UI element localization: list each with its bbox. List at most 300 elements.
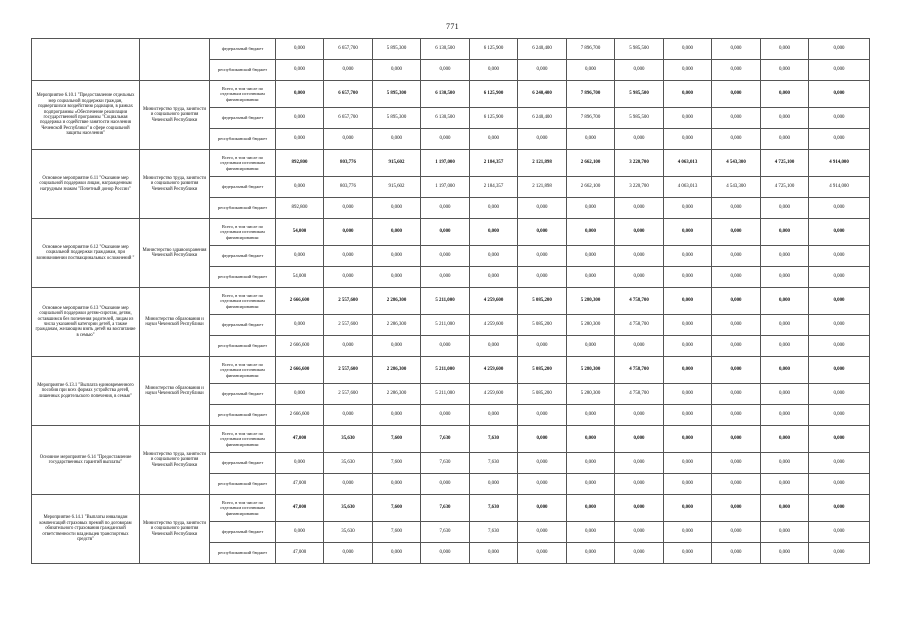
amount-cell: 0,000 [276,246,324,267]
amount-cell: 0,000 [809,198,870,219]
amount-cell: 0,000 [664,288,712,315]
amount-cell: 0,000 [276,129,324,150]
amount-cell: 4 063,013 [664,177,712,198]
amount-cell: 0,000 [664,495,712,522]
amount-cell: 892,800 [276,150,324,177]
amount-cell: 0,000 [712,267,761,288]
amount-cell: 0,000 [373,246,421,267]
amount-cell: 5 280,300 [567,357,615,384]
amount-cell: 0,000 [518,198,567,219]
amount-cell: 0,000 [615,246,664,267]
amount-cell: 0,000 [276,177,324,198]
amount-cell: 7,600 [373,453,421,474]
amount-cell: 0,000 [470,246,518,267]
amount-cell: 0,000 [712,60,761,81]
amount-cell: 4 259,600 [470,288,518,315]
amount-cell: 0,000 [324,198,373,219]
table-row [32,288,870,315]
amount-cell: 5 280,300 [567,315,615,336]
amount-cell: 5 085,200 [518,357,567,384]
amount-cell: 7,630 [421,495,470,522]
amount-cell: 5 280,300 [567,288,615,315]
executor-cell: Министерство труда, занятости и социального развития Чеченской Республики [140,81,210,150]
amount-cell: 803,776 [324,177,373,198]
amount-cell: 7,630 [470,495,518,522]
amount-cell: 0,000 [761,315,809,336]
amount-cell: 0,000 [518,336,567,357]
amount-cell: 0,000 [470,198,518,219]
amount-cell: 0,000 [761,246,809,267]
funding-source-cell: Всего, в том числе по отдельным источникам финансирования: [210,81,276,108]
amount-cell: 0,000 [567,453,615,474]
amount-cell: 0,000 [518,426,567,453]
amount-cell: 6 240,400 [518,81,567,108]
amount-cell: 5 085,200 [518,384,567,405]
amount-cell: 2 286,300 [373,315,421,336]
funding-source-cell: республиканский бюджет [210,267,276,288]
amount-cell: 0,000 [615,405,664,426]
funding-source-cell: республиканский бюджет [210,543,276,564]
measure-name-cell: Мероприятие 6.10.1 "Предоставление отдельных мер социальной поддержки граждан, подвергшихся воздействию радиации, в рамках подпрограммы «Обеспечение реализации государственной программы "Социальная поддержка и содействие занятости населения Чеченской Республики" в сфере социальной защиты населения" [32,81,140,150]
amount-cell: 0,000 [518,474,567,495]
amount-cell: 0,000 [421,267,470,288]
amount-cell: 0,000 [712,219,761,246]
amount-cell: 0,000 [664,60,712,81]
executor-cell [140,39,210,81]
amount-cell: 6 240,400 [518,39,567,60]
amount-cell: 2 662,100 [567,177,615,198]
funding-source-cell: федеральный бюджет [210,177,276,198]
amount-cell: 0,000 [664,108,712,129]
amount-cell: 0,000 [324,543,373,564]
amount-cell: 0,000 [761,336,809,357]
amount-cell: 7 896,700 [567,81,615,108]
funding-source-cell: федеральный бюджет [210,108,276,129]
amount-cell: 0,000 [421,543,470,564]
amount-cell: 4 914,000 [809,177,870,198]
amount-cell: 0,000 [373,543,421,564]
amount-cell: 0,000 [761,198,809,219]
amount-cell: 0,000 [809,129,870,150]
amount-cell: 2 286,300 [373,384,421,405]
amount-cell: 4 758,700 [615,288,664,315]
amount-cell: 4 259,600 [470,384,518,405]
amount-cell: 47,000 [276,426,324,453]
amount-cell: 0,000 [421,129,470,150]
amount-cell: 0,000 [518,543,567,564]
executor-cell: Министерство здравоохранения Чеченской Республики [140,219,210,288]
amount-cell: 0,000 [761,405,809,426]
amount-cell: 0,000 [664,405,712,426]
amount-cell: 0,000 [324,267,373,288]
amount-cell: 2 666,600 [276,336,324,357]
amount-cell: 0,000 [421,336,470,357]
amount-cell: 6 130,500 [421,108,470,129]
amount-cell: 0,000 [615,60,664,81]
amount-cell: 0,000 [809,453,870,474]
amount-cell: 0,000 [712,108,761,129]
amount-cell: 0,000 [421,198,470,219]
amount-cell: 5 211,000 [421,288,470,315]
amount-cell: 0,000 [664,39,712,60]
table-row [32,39,870,60]
executor-cell: Министерство образования и науки Чеченской Республики [140,357,210,426]
funding-source-cell: Всего, в том числе по отдельным источникам финансирования: [210,150,276,177]
amount-cell: 0,000 [421,60,470,81]
amount-cell: 0,000 [712,357,761,384]
amount-cell: 6 130,500 [421,81,470,108]
amount-cell: 0,000 [518,522,567,543]
amount-cell: 0,000 [809,288,870,315]
amount-cell: 5 211,000 [421,357,470,384]
amount-cell: 0,000 [761,543,809,564]
amount-cell: 3 220,700 [615,177,664,198]
amount-cell: 0,000 [712,543,761,564]
amount-cell: 0,000 [567,198,615,219]
amount-cell: 0,000 [615,198,664,219]
amount-cell: 0,000 [809,246,870,267]
amount-cell: 0,000 [664,267,712,288]
amount-cell: 6 125,900 [470,81,518,108]
amount-cell: 0,000 [615,543,664,564]
amount-cell: 5 985,500 [615,81,664,108]
funding-source-cell: федеральный бюджет [210,384,276,405]
amount-cell: 0,000 [712,288,761,315]
measure-name-cell: Основное мероприятие 6.13 "Оказание мер социальной поддержки детям-сиротам, детям, оставшимся без попечения родителей, лицам из числа указанной категории детей, а также гражданам, желающим взять детей на воспитание в семью" [32,288,140,357]
amount-cell: 0,000 [324,219,373,246]
amount-cell: 0,000 [373,198,421,219]
amount-cell: 0,000 [761,39,809,60]
amount-cell: 4 259,600 [470,315,518,336]
amount-cell: 0,000 [276,108,324,129]
amount-cell: 5 985,500 [615,108,664,129]
amount-cell: 0,000 [761,495,809,522]
amount-cell: 0,000 [615,129,664,150]
amount-cell: 4 543,300 [712,177,761,198]
amount-cell: 0,000 [809,426,870,453]
amount-cell: 0,000 [809,267,870,288]
amount-cell: 0,000 [615,495,664,522]
funding-source-cell: федеральный бюджет [210,246,276,267]
table-row [32,81,870,108]
amount-cell: 0,000 [761,60,809,81]
funding-source-cell: республиканский бюджет [210,198,276,219]
amount-cell: 0,000 [276,39,324,60]
amount-cell: 2 184,357 [470,150,518,177]
amount-cell: 0,000 [664,81,712,108]
amount-cell: 0,000 [373,219,421,246]
amount-cell: 47,000 [276,543,324,564]
amount-cell: 0,000 [615,453,664,474]
amount-cell: 0,000 [712,129,761,150]
amount-cell: 7,630 [421,453,470,474]
amount-cell: 0,000 [664,453,712,474]
amount-cell: 5 085,200 [518,288,567,315]
page-number: 771 [446,22,459,31]
amount-cell: 0,000 [470,129,518,150]
amount-cell: 0,000 [518,453,567,474]
funding-source-cell: федеральный бюджет [210,39,276,60]
funding-source-cell: федеральный бюджет [210,522,276,543]
amount-cell: 0,000 [518,246,567,267]
amount-cell: 0,000 [712,384,761,405]
amount-cell: 6 657,700 [324,81,373,108]
amount-cell: 0,000 [567,219,615,246]
amount-cell: 0,000 [712,426,761,453]
amount-cell: 35,630 [324,522,373,543]
amount-cell: 2 662,100 [567,150,615,177]
table-row [32,495,870,522]
amount-cell: 0,000 [761,384,809,405]
amount-cell: 2 286,300 [373,288,421,315]
amount-cell: 0,000 [324,60,373,81]
amount-cell: 7,630 [470,426,518,453]
amount-cell: 0,000 [518,129,567,150]
amount-cell: 0,000 [712,495,761,522]
amount-cell: 1 197,000 [421,150,470,177]
amount-cell: 0,000 [809,315,870,336]
amount-cell: 4 758,700 [615,384,664,405]
amount-cell: 2 286,300 [373,357,421,384]
amount-cell: 7,630 [421,426,470,453]
amount-cell: 0,000 [470,267,518,288]
amount-cell: 7,630 [421,522,470,543]
amount-cell: 4 543,300 [712,150,761,177]
amount-cell: 35,630 [324,426,373,453]
measure-name-cell: Основное мероприятие 6.12 "Оказание мер социальной поддержки гражданам, при возникновении поствакцинальных осложнений " [32,219,140,288]
amount-cell: 3 220,700 [615,150,664,177]
executor-cell: Министерство труда, занятости и социального развития Чеченской Республики [140,150,210,219]
measure-name-cell: Основное мероприятие 6.14 "Предоставление государственных гарантий выплаты" [32,426,140,495]
funding-source-cell: республиканский бюджет [210,405,276,426]
amount-cell: 0,000 [567,405,615,426]
amount-cell: 0,000 [470,60,518,81]
amount-cell: 5 895,300 [373,108,421,129]
amount-cell: 0,000 [373,336,421,357]
amount-cell: 2 557,600 [324,384,373,405]
funding-source-cell: федеральный бюджет [210,453,276,474]
amount-cell: 0,000 [761,288,809,315]
amount-cell: 0,000 [712,405,761,426]
amount-cell: 0,000 [712,336,761,357]
amount-cell: 0,000 [712,39,761,60]
amount-cell: 0,000 [470,543,518,564]
amount-cell: 0,000 [470,474,518,495]
amount-cell: 4 758,700 [615,315,664,336]
amount-cell: 915,602 [373,177,421,198]
amount-cell: 0,000 [761,474,809,495]
amount-cell: 6 130,500 [421,39,470,60]
measure-name-cell: Основное мероприятие 6.11 "Оказание мер социальной поддержки лицам, награжденным нагрудным знаком "Почетный донор России" [32,150,140,219]
funding-source-cell: федеральный бюджет [210,315,276,336]
amount-cell: 0,000 [276,315,324,336]
amount-cell: 0,000 [664,522,712,543]
amount-cell: 0,000 [615,474,664,495]
amount-cell: 0,000 [712,474,761,495]
amount-cell: 47,000 [276,495,324,522]
amount-cell: 4 259,600 [470,357,518,384]
amount-cell: 0,000 [567,474,615,495]
funding-source-cell: республиканский бюджет [210,336,276,357]
amount-cell: 4 758,700 [615,357,664,384]
amount-cell: 0,000 [664,129,712,150]
amount-cell: 4 063,013 [664,150,712,177]
amount-cell: 0,000 [567,129,615,150]
amount-cell: 0,000 [615,522,664,543]
amount-cell: 0,000 [761,129,809,150]
amount-cell: 0,000 [324,129,373,150]
amount-cell: 35,630 [324,495,373,522]
measure-name-cell: Мероприятие 6.14.1 "Выплаты инвалидам компенсаций страховых премий по договорам обязательного страхования гражданской ответственности владельцев транспортных средств" [32,495,140,564]
amount-cell: 2 666,600 [276,405,324,426]
amount-cell: 0,000 [809,543,870,564]
funding-source-cell: Всего, в том числе по отдельным источникам финансирования: [210,426,276,453]
funding-source-cell: республиканский бюджет [210,129,276,150]
amount-cell: 0,000 [276,522,324,543]
amount-cell: 0,000 [761,522,809,543]
amount-cell: 5 280,300 [567,384,615,405]
amount-cell: 0,000 [761,81,809,108]
amount-cell: 0,000 [470,336,518,357]
amount-cell: 0,000 [373,474,421,495]
amount-cell: 0,000 [324,246,373,267]
amount-cell: 0,000 [809,522,870,543]
budget-table-container [31,38,869,564]
amount-cell: 0,000 [809,39,870,60]
amount-cell: 2 666,600 [276,288,324,315]
amount-cell: 0,000 [809,405,870,426]
amount-cell: 0,000 [421,474,470,495]
amount-cell: 0,000 [712,315,761,336]
amount-cell: 0,000 [518,495,567,522]
measure-name-cell [32,39,140,81]
amount-cell: 4 725,100 [761,150,809,177]
measure-name-cell: Мероприятие 6.13.1 "Выплата единовременного пособия при всех формах устройства детей, лишенных родительского попечения, в семью" [32,357,140,426]
amount-cell: 0,000 [664,426,712,453]
amount-cell: 1 197,000 [421,177,470,198]
amount-cell: 5 895,300 [373,81,421,108]
amount-cell: 6 125,900 [470,108,518,129]
table-row [32,357,870,384]
amount-cell: 0,000 [809,81,870,108]
amount-cell: 0,000 [276,60,324,81]
amount-cell: 0,000 [567,522,615,543]
amount-cell: 2 557,600 [324,357,373,384]
amount-cell: 0,000 [615,267,664,288]
executor-cell: Министерство образования и науки Чеченской Республики [140,288,210,357]
budget-table-body [32,39,870,564]
table-row [32,219,870,246]
funding-source-cell: Всего, в том числе по отдельным источникам финансирования: [210,495,276,522]
amount-cell: 0,000 [373,129,421,150]
amount-cell: 0,000 [518,267,567,288]
amount-cell: 0,000 [518,405,567,426]
amount-cell: 0,000 [664,357,712,384]
amount-cell: 0,000 [712,81,761,108]
amount-cell: 7 896,700 [567,108,615,129]
amount-cell: 0,000 [421,405,470,426]
amount-cell: 0,000 [421,246,470,267]
executor-cell: Министерство труда, занятости и социального развития Чеченской Республики [140,495,210,564]
amount-cell: 2 121,898 [518,177,567,198]
amount-cell: 803,776 [324,150,373,177]
amount-cell: 0,000 [324,336,373,357]
table-row [32,426,870,453]
amount-cell: 0,000 [373,60,421,81]
amount-cell: 0,000 [809,495,870,522]
amount-cell: 0,000 [276,453,324,474]
amount-cell: 5 985,500 [615,39,664,60]
amount-cell: 0,000 [470,219,518,246]
amount-cell: 7 896,700 [567,39,615,60]
amount-cell: 0,000 [567,426,615,453]
amount-cell: 7,630 [470,453,518,474]
amount-cell: 5 211,000 [421,315,470,336]
funding-source-cell: Всего, в том числе по отдельным источникам финансирования: [210,357,276,384]
amount-cell: 0,000 [324,474,373,495]
amount-cell: 4 725,100 [761,177,809,198]
amount-cell: 0,000 [664,384,712,405]
amount-cell: 0,000 [809,357,870,384]
amount-cell: 0,000 [615,336,664,357]
amount-cell: 5 211,000 [421,384,470,405]
amount-cell: 7,600 [373,495,421,522]
amount-cell: 0,000 [809,60,870,81]
amount-cell: 0,000 [276,384,324,405]
funding-source-cell: Всего, в том числе по отдельным источникам финансирования: [210,288,276,315]
amount-cell: 0,000 [470,405,518,426]
amount-cell: 915,602 [373,150,421,177]
amount-cell: 0,000 [373,267,421,288]
amount-cell: 0,000 [276,81,324,108]
amount-cell: 2 557,600 [324,288,373,315]
amount-cell: 0,000 [712,198,761,219]
executor-cell: Министерство труда, занятости и социального развития Чеченской Республики [140,426,210,495]
amount-cell: 0,000 [809,219,870,246]
amount-cell: 0,000 [615,426,664,453]
amount-cell: 0,000 [664,198,712,219]
amount-cell: 7,630 [470,522,518,543]
amount-cell: 5 895,300 [373,39,421,60]
amount-cell: 0,000 [761,357,809,384]
amount-cell: 0,000 [809,336,870,357]
amount-cell: 2 121,898 [518,150,567,177]
amount-cell: 0,000 [567,495,615,522]
amount-cell: 0,000 [615,219,664,246]
amount-cell: 0,000 [712,246,761,267]
amount-cell: 0,000 [761,108,809,129]
amount-cell: 7,600 [373,426,421,453]
amount-cell: 4 914,000 [809,150,870,177]
amount-cell: 0,000 [712,522,761,543]
amount-cell: 6 657,700 [324,108,373,129]
amount-cell: 892,800 [276,198,324,219]
funding-source-cell: республиканский бюджет [210,60,276,81]
amount-cell: 6 240,400 [518,108,567,129]
amount-cell: 0,000 [373,405,421,426]
amount-cell: 0,000 [664,246,712,267]
amount-cell: 2 666,600 [276,357,324,384]
amount-cell: 0,000 [664,219,712,246]
amount-cell: 54,000 [276,267,324,288]
amount-cell: 0,000 [664,474,712,495]
amount-cell: 0,000 [761,219,809,246]
amount-cell: 0,000 [712,453,761,474]
funding-source-cell: республиканский бюджет [210,474,276,495]
amount-cell: 47,000 [276,474,324,495]
amount-cell: 35,630 [324,453,373,474]
amount-cell: 0,000 [761,267,809,288]
